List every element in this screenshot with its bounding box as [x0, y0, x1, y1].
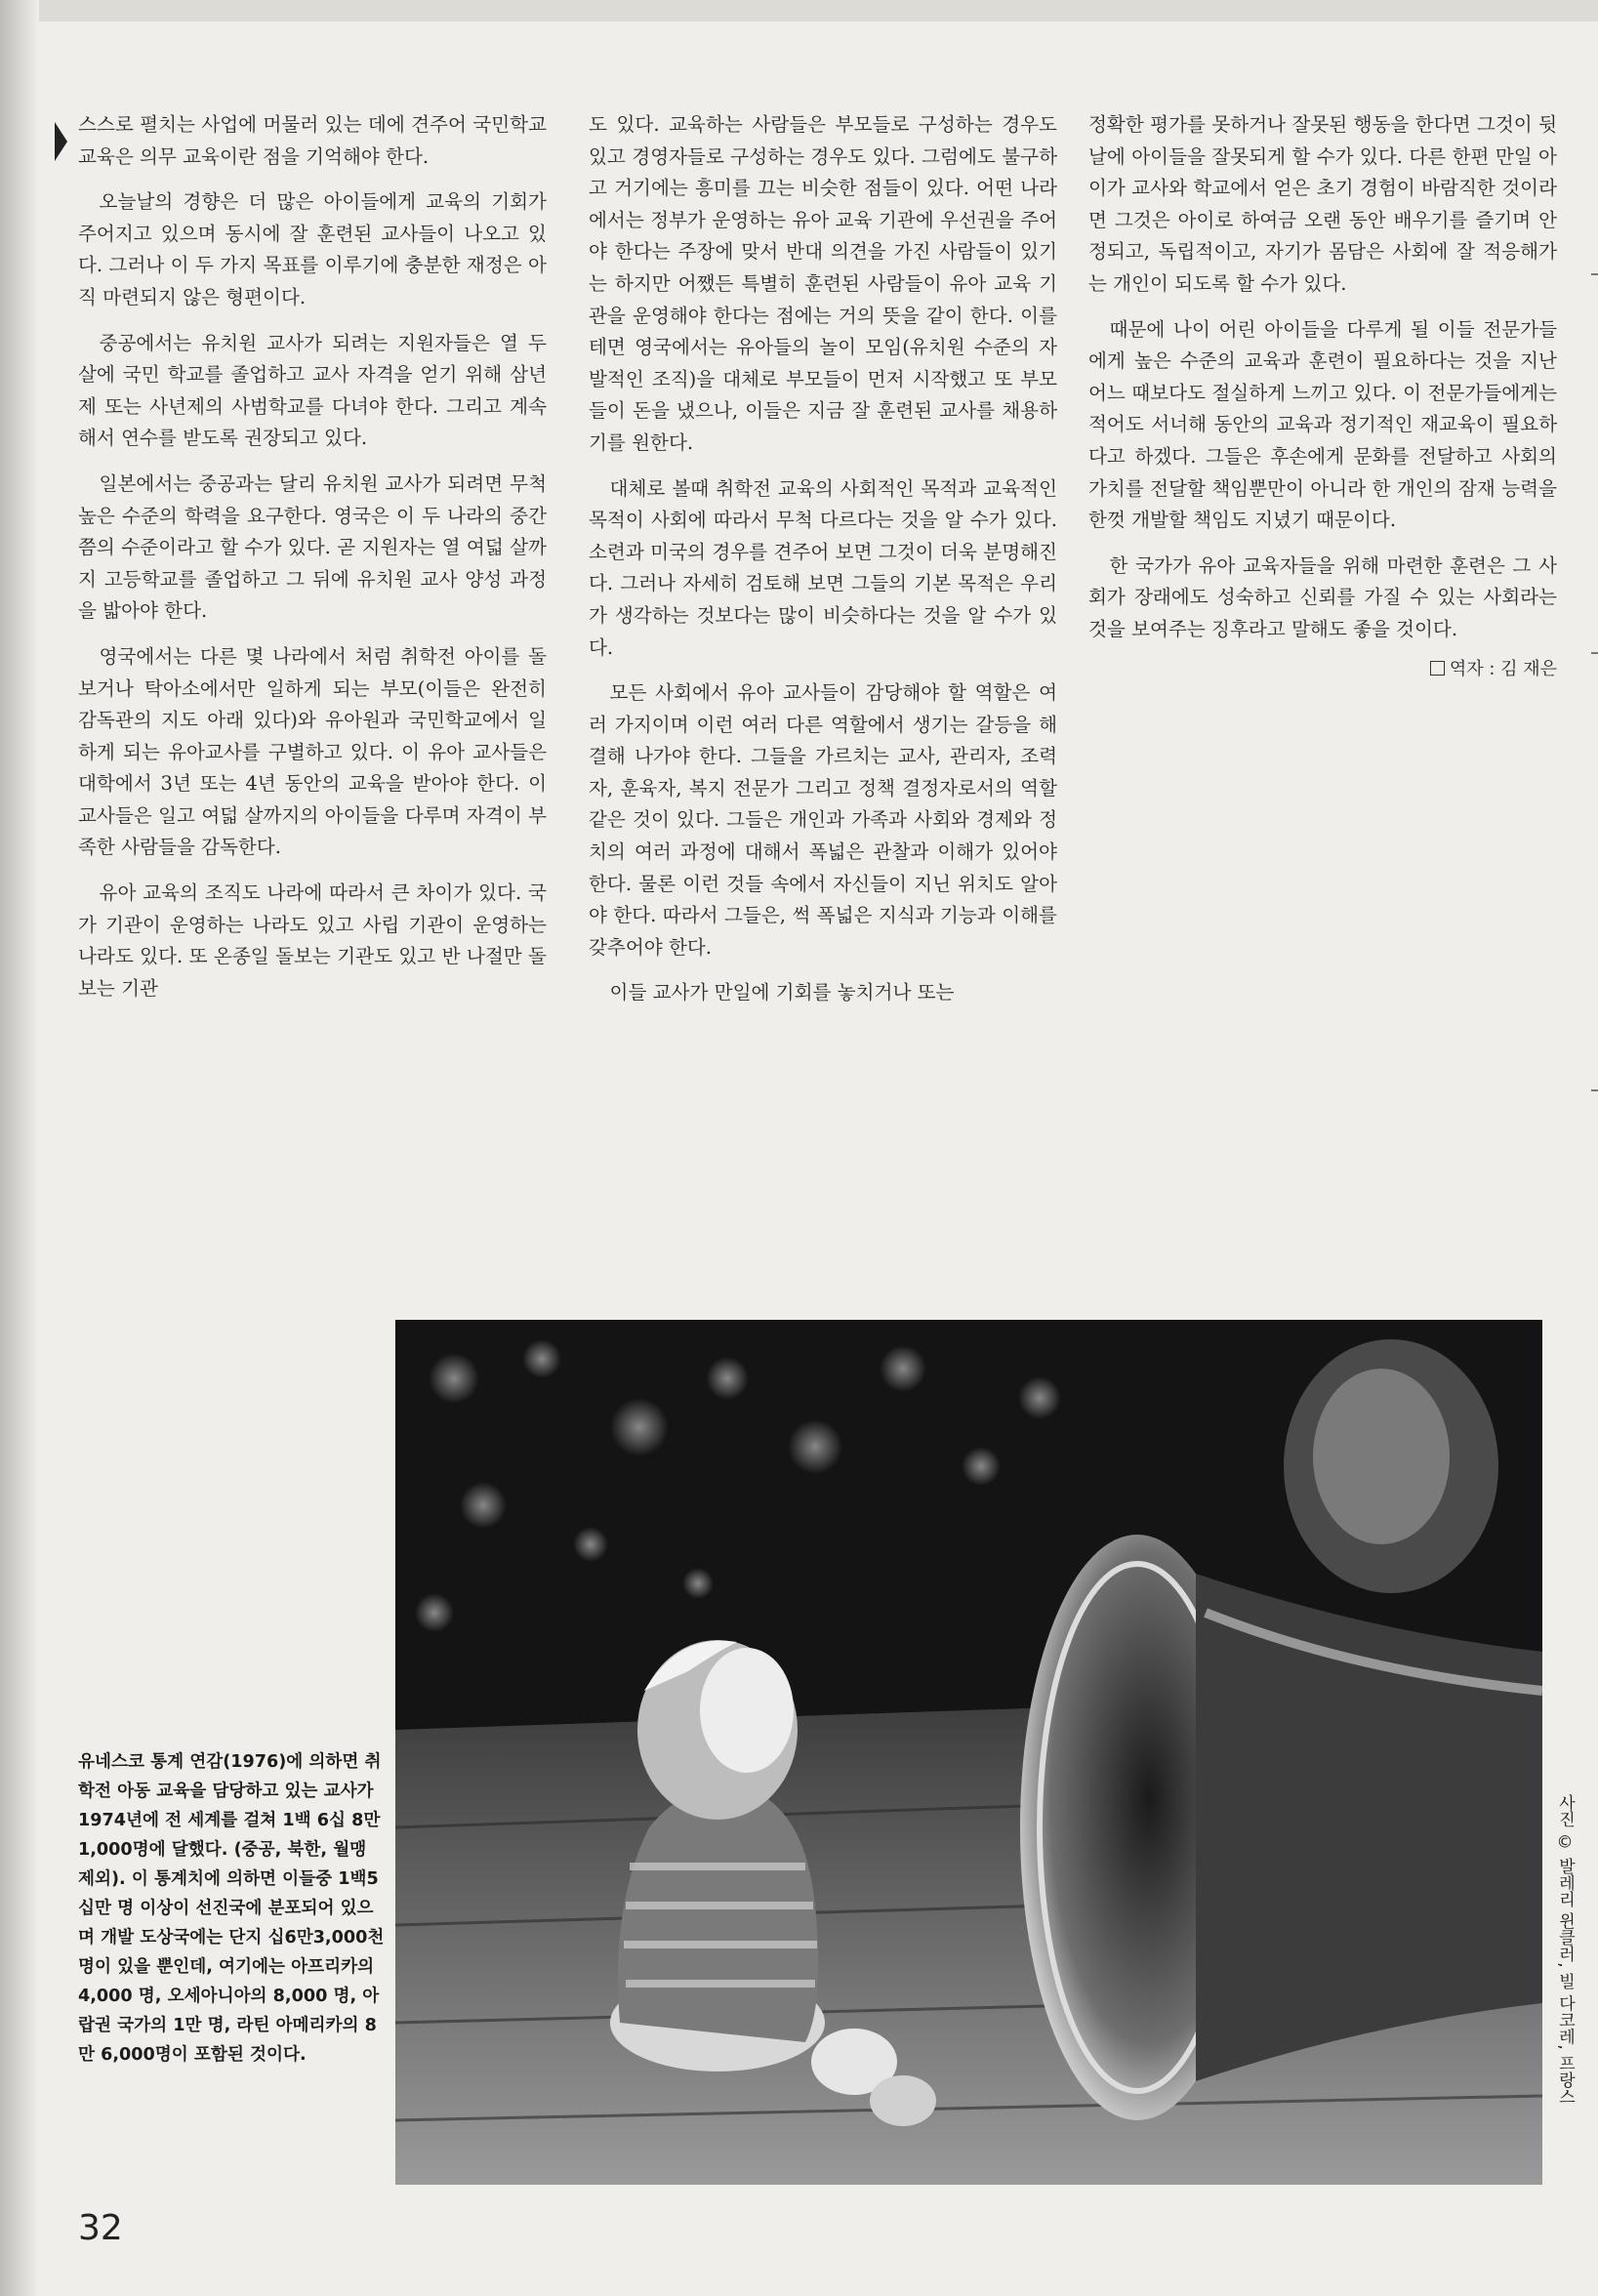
paragraph: 도 있다. 교육하는 사람들은 부모들로 구성하는 경우도 있고 경영자들로 구성하는 경우도 있다. 그럼에도 불구하고 거기에는 흥미를 끄는 비슷한 점들이 있다. 어떤 나라에서는 정부가 운영하는 유아 교육 기관에 우선권을 주어야 한다는 주장에 맞서 반대 의견을 가진 사람들이 있기는 하지만 어쨌든 특별히 훈련된 사람들이 유아 교육 기관을 운영해야 한다는 점에는 거의 뜻을 같이 한다. 이를테면 영국에서는 유아들의 놀이 모임(유치원 수준의 자발적인 조직)을 대체로 부모들이 먼저 시작했고 또 부모들이 돈을 냈으나, 이들은 지금 잘 훈련된 교사를 채용하기를 원한다.: [589, 113, 1057, 454]
photo-credit: 사진 © 발레리 윈클러, 빌 다코레, 프랑스: [1555, 1794, 1575, 2106]
edge-tick: [1591, 273, 1598, 275]
paragraph: 대체로 볼때 취학전 교육의 사회적인 목적과 교육적인 목적이 사회에 따라서 무척 다르다는 것을 알 수가 있다. 소련과 미국의 경우를 견주어 보면 그것이 더욱 분명해진다. 그러나 자세히 검토해 보면 그들의 기본 목적은 우리가 생각하는 것보다는 많이 비슷하다는 것을 알 수가 있다.: [589, 476, 1057, 659]
paragraph: 스스로 펼치는 사업에 머물러 있는 데에 견주어 국민학교 교육은 의무 교육이란 점을 기억해야 한다.: [78, 113, 547, 168]
paragraph: 중공에서는 유치원 교사가 되려는 지원자들은 열 두 살에 국민 학교를 졸업하고 교사 자격을 얻기 위해 삼년제 또는 사년제의 사범학교를 다녀야 한다. 그리고 계속해서 연수를 받도록 권장되고 있다.: [78, 331, 547, 450]
continuation-arrow-icon: [55, 122, 67, 161]
edge-tick: [1591, 652, 1598, 654]
text-column-2: [589, 109, 1057, 1023]
paragraph: 정확한 평가를 못하거나 잘못된 행동을 한다면 그것이 뒷날에 아이들을 잘못되게 할 수가 있다. 다른 한편 만일 아이가 교사와 학교에서 얻은 초기 경험이 바람직한 것이라면 그것은 아이로 하여금 오랜 동안 배우기를 즐기며 안정되고, 독립적이고, 자기가 몸담은 사회에 잘 적응해가는 개인이 되도록 할 수가 있다.: [1088, 113, 1557, 295]
paragraph: 때문에 나이 어린 아이들을 다루게 될 이들 전문가들에게 높은 수준의 교육과 훈련이 필요하다는 것을 지난 어느 때보다도 절실하게 느끼고 있다. 이 전문가들에게는 적어도 서너해 동안의 교육과 정기적인 재교육이 필요하다고 하겠다. 그들은 후손에게 문화를 전달하고 사회의 가치를 전달할 책임뿐만이 아니라 한 개인의 잠재 능력을 한껏 개발할 책임도 지녔기 때문이다.: [1088, 317, 1557, 532]
paragraph: 유아 교육의 조직도 나라에 따라서 큰 차이가 있다. 국가 기관이 운영하는 나라도 있고 사립 기관이 운영하는 나라도 있다. 또 온종일 돌보는 기관도 있고 반 나절만 돌보는 기관: [78, 882, 547, 1000]
paragraph: 영국에서는 다른 몇 나라에서 처럼 취학전 아이를 돌보거나 탁아소에서만 일하게 되는 부모(이들은 완전히 감독관의 지도 아래 있다)와 유아원과 국민학교에서 일하게 되는 유아교사를 구별하고 있다. 이 유아 교사들은 대학에서 3년 또는 4년 동안의 교육을 받아야 한다. 이 교사들은 일고 여덟 살까지의 아이들을 다루며 자격이 부족한 사람들을 감독한다.: [78, 644, 547, 859]
translator-credit: [1088, 654, 1557, 686]
edge-tick: [1591, 1089, 1598, 1091]
paragraph: 한 국가가 유아 교육자들을 위해 마련한 훈련은 그 사회가 장래에도 성숙하고 신뢰를 가질 수 있는 사회라는 것을 보여주는 징후라고 말해도 좋을 것이다.: [1088, 554, 1557, 640]
binding-fold-shadow: [0, 0, 39, 2296]
photo-caption: 유네스코 통계 연감(1976)에 의하면 취학전 아동 교육을 담당하고 있는 교사가 1974년에 전 세계를 걸쳐 1백 6십 8만 1,000명에 달했다. (중공, 북한, 월맹 제외). 이 통계치에 의하면 이들중 1백5십만 명 이상이 선진국에 분포되어 있으며 개발 도상국에는 단지 십6만3,000천 명이 있을 뿐인데, 여기에는 아프리카의 4,000 명, 오세아니아의 8,000 명, 아랍권 국가의 1만 명, 라틴 아메리카의 8만 6,000명이 포함된 것이다.: [78, 1752, 385, 2065]
translator-credit-text: 역자 : 김 재은: [1449, 658, 1557, 679]
text-column-3: [1088, 109, 1557, 685]
paragraph: 모든 사회에서 유아 교사들이 감당해야 할 역할은 여러 가지이며 이런 여러 다른 역할에서 생기는 갈등을 해결해 나가야 한다. 그들을 가르치는 교사, 관리자, 조력자, 훈육자, 복지 전문가 그리고 정책 결정자로서의 역할 같은 것이 있다. 그들은 개인과 가족과 사회와 경제와 정치의 여러 과정에 대해서 폭넓은 관찰과 이해가 있어야 한다. 물론 이런 것들 속에서 자신들이 지닌 위치도 알아야 한다. 따라서 그들은, 썩 폭넓은 지식과 기능과 이해를 갖추어야 한다.: [589, 681, 1057, 959]
paragraph: 이들 교사가 만일에 기회를 놓치거나 또는: [609, 981, 955, 1004]
photo-child-and-tuba: [395, 1320, 1542, 2185]
page-number: 32: [78, 2208, 123, 2248]
square-bullet-icon: [1430, 661, 1445, 676]
paragraph: 일본에서는 중공과는 달리 유치원 교사가 되려면 무척 높은 수준의 학력을 요구한다. 영국은 이 두 나라의 중간쯤의 수준이라고 할 수가 있다. 곧 지원자는 열 여덟 살까지 고등학교를 졸업하고 그 뒤에 유치원 교사 양성 과정을 밟아야 한다.: [78, 472, 547, 623]
text-column-1: [78, 109, 547, 1018]
photo-illustration: [395, 1320, 1542, 2185]
page-top-edge: [0, 0, 1598, 21]
paragraph: 오늘날의 경향은 더 많은 아이들에게 교육의 기회가 주어지고 있으며 동시에 잘 훈련된 교사들이 나오고 있다. 그러나 이 두 가지 목표를 이루기에 충분한 재정은 아직 마련되지 않은 형편이다.: [78, 190, 547, 308]
